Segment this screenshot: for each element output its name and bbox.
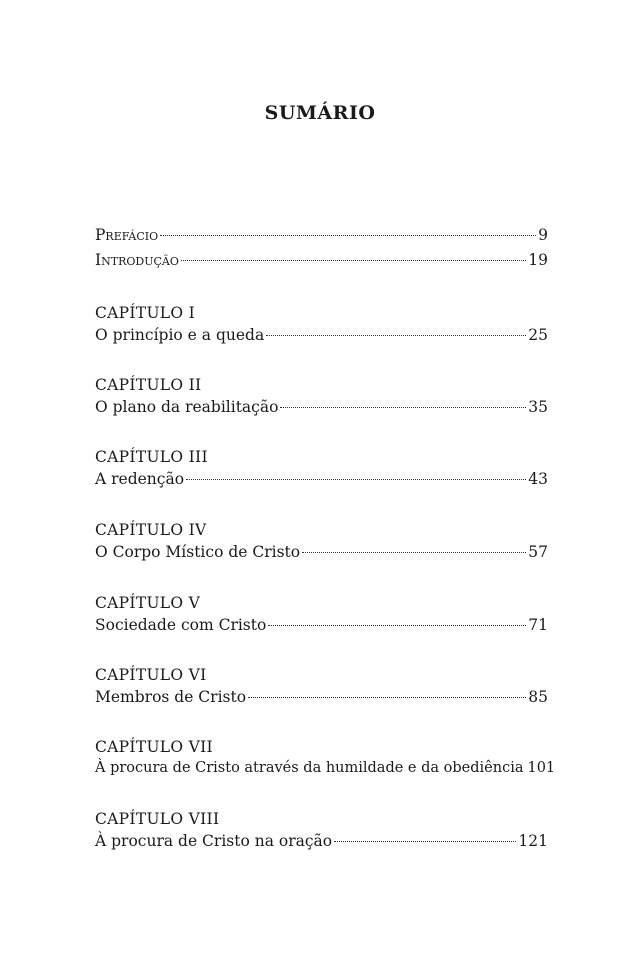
toc-entry-chapter-5[interactable] xyxy=(95,616,548,641)
toc-entry-label: Prefácio xyxy=(95,226,159,244)
chapter-block-4 xyxy=(95,518,548,568)
dot-leader xyxy=(266,335,526,336)
toc-page-number: 43 xyxy=(528,470,548,488)
toc-entry-introducao[interactable] xyxy=(95,251,548,276)
toc-entry-chapter-4[interactable] xyxy=(95,543,548,568)
chapter-heading: CAPÍTULO VI xyxy=(95,666,207,684)
dot-leader xyxy=(186,479,526,480)
toc-entry-prefacio[interactable] xyxy=(95,226,548,251)
chapter-block-2 xyxy=(95,373,548,423)
dot-leader xyxy=(181,260,526,261)
toc-entry-chapter-8[interactable] xyxy=(95,832,548,857)
toc-page-number: 57 xyxy=(528,543,548,561)
toc-entry-chapter-2[interactable] xyxy=(95,398,548,423)
dot-leader xyxy=(268,625,526,626)
toc-page-number: 9 xyxy=(538,226,548,244)
toc-entry-label: Introdução xyxy=(95,251,179,269)
chapter-heading: CAPÍTULO VII xyxy=(95,738,213,756)
toc-page-number: 35 xyxy=(528,398,548,416)
chapter-title: À procura de Cristo na oração xyxy=(95,832,333,850)
toc-entry-chapter-3[interactable] xyxy=(95,470,548,495)
toc-entry-chapter-6[interactable] xyxy=(95,688,548,713)
chapter-block-7 xyxy=(95,735,556,785)
chapter-title: O Corpo Místico de Cristo xyxy=(95,543,301,561)
chapter-title: Membros de Cristo xyxy=(95,688,247,706)
chapter-heading: CAPÍTULO II xyxy=(95,376,202,394)
dot-leader xyxy=(280,407,526,408)
front-matter-list xyxy=(95,226,548,276)
toc-page-number: 101 xyxy=(527,760,556,776)
toc-page-number: 19 xyxy=(528,251,548,269)
chapter-block-3 xyxy=(95,445,548,495)
toc-page-number: 121 xyxy=(518,832,548,850)
chapter-heading: CAPÍTULO IV xyxy=(95,521,207,539)
dot-leader xyxy=(334,841,516,842)
chapter-title: Sociedade com Cristo xyxy=(95,616,267,634)
chapter-block-5 xyxy=(95,591,548,641)
chapter-heading: CAPÍTULO VIII xyxy=(95,810,220,828)
chapter-heading: CAPÍTULO III xyxy=(95,448,208,466)
page-title: SUMÁRIO xyxy=(264,102,376,124)
chapter-title: O plano da reabilitação xyxy=(95,398,279,416)
dot-leader xyxy=(248,697,526,698)
chapter-heading: CAPÍTULO V xyxy=(95,594,201,612)
chapter-block-1 xyxy=(95,301,548,351)
chapter-title: A redenção xyxy=(95,470,185,488)
chapter-heading: CAPÍTULO I xyxy=(95,304,196,322)
toc-page-number: 85 xyxy=(528,688,548,706)
toc-entry-chapter-1[interactable] xyxy=(95,326,548,351)
toc-entry-chapter-7[interactable] xyxy=(95,760,556,785)
toc-page-number: 71 xyxy=(528,616,548,634)
chapter-block-6 xyxy=(95,663,548,713)
dot-leader xyxy=(160,235,536,236)
dot-leader xyxy=(302,552,526,553)
chapter-block-8 xyxy=(95,807,548,857)
chapter-title: À procura de Cristo através da humildade e da obediência xyxy=(95,760,524,776)
chapter-title: O princípio e a queda xyxy=(95,326,265,344)
toc-page-number: 25 xyxy=(528,326,548,344)
